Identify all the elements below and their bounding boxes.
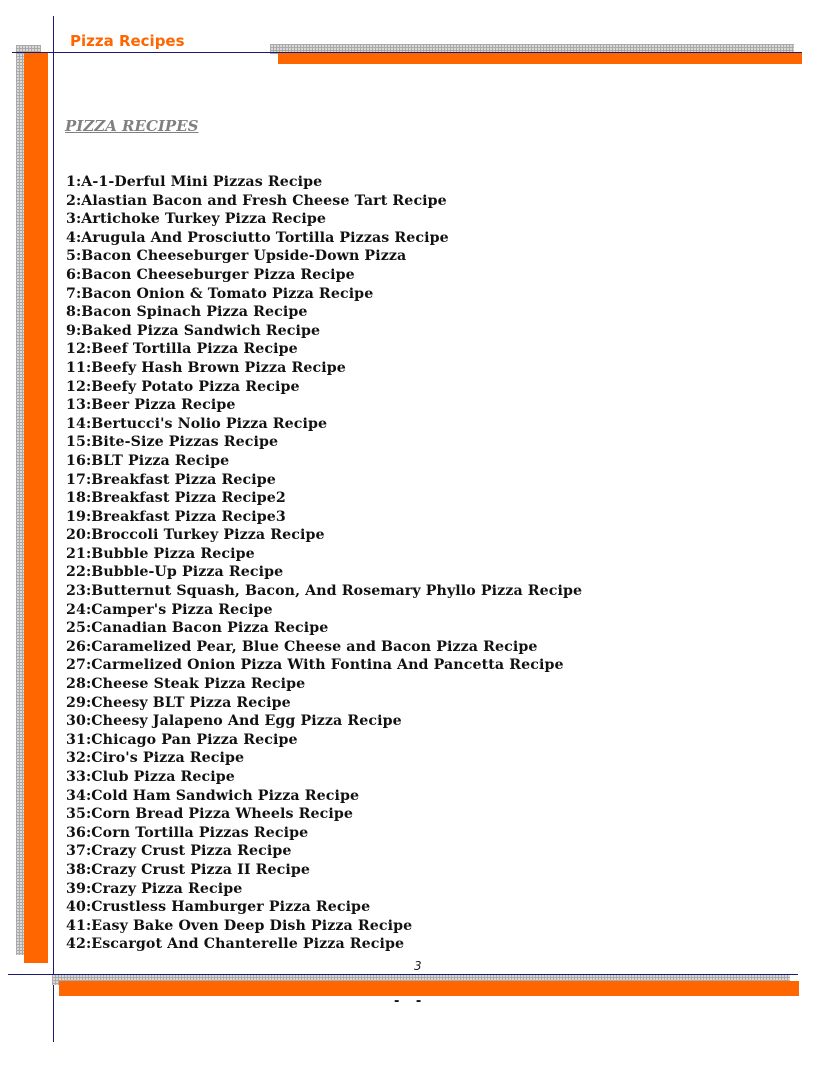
recipe-item: 25:Canadian Bacon Pizza Recipe — [66, 620, 329, 637]
recipe-item: 13:Beer Pizza Recipe — [66, 397, 236, 414]
recipe-item: 21:Bubble Pizza Recipe — [66, 545, 255, 562]
recipe-item: 12:Beef Tortilla Pizza Recipe — [66, 341, 298, 358]
recipe-item: 41:Easy Bake Oven Deep Dish Pizza Recipe — [66, 917, 413, 934]
header-rule — [12, 52, 802, 53]
recipe-item: 18:Breakfast Pizza Recipe2 — [66, 490, 286, 507]
document-heading: PIZZA RECIPES — [65, 117, 199, 135]
recipe-item: 35:Corn Bread Pizza Wheels Recipe — [66, 806, 354, 823]
recipe-item: 30:Cheesy Jalapeno And Egg Pizza Recipe — [66, 713, 402, 730]
recipe-item: 31:Chicago Pan Pizza Recipe — [66, 731, 298, 748]
recipe-item: 9:Baked Pizza Sandwich Recipe — [66, 322, 321, 339]
recipe-item: 19:Breakfast Pizza Recipe3 — [66, 508, 286, 525]
footer-orange-bar — [59, 981, 799, 996]
recipe-list — [66, 173, 582, 954]
recipe-item: 17:Breakfast Pizza Recipe — [66, 471, 276, 488]
recipe-item: 36:Corn Tortilla Pizzas Recipe — [66, 824, 309, 841]
recipe-item: 6:Bacon Cheeseburger Pizza Recipe — [66, 266, 355, 283]
recipe-item: 40:Crustless Hamburger Pizza Recipe — [66, 899, 371, 916]
recipe-item: 26:Caramelized Pear, Blue Cheese and Bacon Pizza Recipe — [66, 638, 538, 655]
recipe-item: 15:Bite-Size Pizzas Recipe — [66, 434, 279, 451]
left-orange-bar — [24, 53, 48, 963]
recipe-item: 12:Beefy Potato Pizza Recipe — [66, 378, 300, 395]
recipe-item: 23:Butternut Squash, Bacon, And Rosemary Phyllo Pizza Recipe — [66, 583, 583, 600]
recipe-item: 7:Bacon Onion & Tomato Pizza Recipe — [66, 285, 374, 302]
recipe-item: 24:Camper's Pizza Recipe — [66, 601, 273, 618]
recipe-item: 2:Alastian Bacon and Fresh Cheese Tart Recipe — [66, 192, 447, 209]
recipe-item: 33:Club Pizza Recipe — [66, 769, 235, 785]
recipe-item: 39:Crazy Pizza Recipe — [66, 880, 243, 897]
left-rule — [53, 16, 54, 1042]
recipe-item: 34:Cold Ham Sandwich Pizza Recipe — [66, 787, 360, 804]
recipe-item: 4:Arugula And Prosciutto Tortilla Pizzas Recipe — [66, 229, 449, 246]
recipe-item: 27:Carmelized Onion Pizza With Fontina And Pancetta Recipe — [66, 657, 564, 674]
recipe-item: 5:Bacon Cheeseburger Upside-Down Pizza — [66, 248, 407, 265]
recipe-item: 14:Bertucci's Nolio Pizza Recipe — [66, 415, 328, 432]
header-orange-bar — [278, 53, 802, 64]
recipe-item: 37:Crazy Crust Pizza Recipe — [66, 843, 292, 860]
recipe-item: 22:Bubble-Up Pizza Recipe — [66, 564, 284, 581]
recipe-item: 8:Bacon Spinach Pizza Recipe — [66, 304, 308, 321]
footer-rule — [8, 974, 798, 975]
recipe-item: 38:Crazy Crust Pizza II Recipe — [66, 861, 311, 878]
recipe-item: 28:Cheese Steak Pizza Recipe — [66, 676, 306, 693]
recipe-item: 20:Broccoli Turkey Pizza Recipe — [66, 527, 325, 544]
recipe-item: 3:Artichoke Turkey Pizza Recipe — [66, 211, 327, 228]
recipe-item: 32:Ciro's Pizza Recipe — [66, 750, 245, 767]
recipe-item: 16:BLT Pizza Recipe — [66, 452, 230, 469]
recipe-item: 11:Beefy Hash Brown Pizza Recipe — [66, 359, 346, 376]
recipe-item: 1:A-1-Derful Mini Pizzas Recipe — [66, 174, 323, 190]
recipe-item: 29:Cheesy BLT Pizza Recipe — [66, 694, 291, 711]
page-number: 3 — [414, 959, 422, 973]
header-title: Pizza Recipes — [70, 32, 185, 50]
recipe-item: 42:Escargot And Chanterelle Pizza Recipe — [66, 936, 405, 953]
page-dashes: - - — [394, 994, 428, 1009]
